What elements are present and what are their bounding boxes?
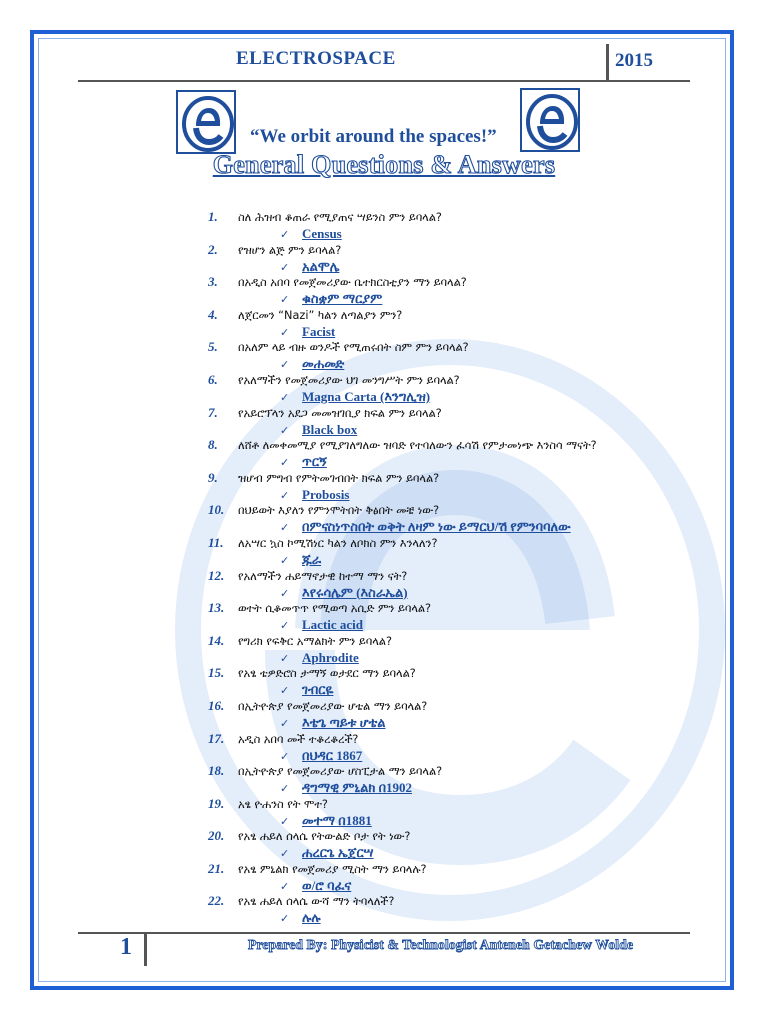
answer-row	[280, 519, 640, 534]
answer-text: ዳግማዊ ምኒልክ በ1902	[302, 780, 413, 796]
qa-item	[200, 731, 640, 764]
header-title: ELECTROSPACE	[236, 48, 396, 69]
header-year: 2015	[615, 50, 653, 71]
answer-text: በህዳር 1867	[302, 747, 363, 763]
checkmark-icon: ✓	[280, 586, 290, 600]
question-number: 3.	[208, 274, 218, 290]
question-text: በህይወት እያለን የምንሞትበት ቅፅበት መቼ ነው?	[238, 504, 440, 518]
checkmark-icon: ✓	[280, 716, 290, 730]
answer-row	[280, 715, 640, 730]
qa-item	[200, 861, 640, 894]
checkmark-icon: ✓	[280, 390, 290, 404]
answer-row	[280, 910, 640, 925]
answer-text: Facist	[302, 323, 336, 339]
question-text: ለሸቶ ለመቀመሚያ የሚያገለግለው ዝባድ የተባለውን ፈሳሽ የምታመነጭ እንስሳ ማናት?	[238, 439, 597, 453]
question-row	[200, 242, 640, 259]
answer-row	[280, 585, 640, 600]
page-title: General Questions & Answers	[212, 150, 556, 179]
question-text: በኢትዮጵያ የመጀመሪያው ሆስፒታል ማን ይባላል?	[238, 765, 443, 779]
checkmark-icon: ✓	[280, 488, 290, 502]
answer-row	[280, 617, 640, 632]
question-text: የግሪክ የፍቅር አማልክት ምን ይባላል?	[238, 634, 392, 648]
checkmark-icon: ✓	[280, 782, 290, 796]
footer-rule	[78, 932, 690, 934]
answer-text: ጁራ	[302, 551, 322, 567]
answer-row	[280, 324, 640, 339]
qa-item	[200, 568, 640, 601]
answer-text: Magna Carta (እንግሊዝ)	[302, 388, 431, 404]
checkmark-icon: ✓	[280, 879, 290, 893]
question-number: 11.	[208, 534, 224, 550]
checkmark-icon: ✓	[280, 749, 290, 763]
qa-item	[200, 209, 640, 242]
question-row	[200, 437, 640, 454]
checkmark-icon: ✓	[280, 521, 290, 535]
question-number: 22.	[208, 893, 225, 909]
question-number: 14.	[208, 632, 225, 648]
answer-text: ወ/ሮ ባፈና	[302, 877, 352, 893]
answer-row	[280, 454, 640, 469]
question-number: 9.	[208, 469, 218, 485]
question-text: የአፄ ሐይለ ሰላሴ ውሻ ማን ትባላለች?	[238, 895, 395, 909]
checkmark-icon: ✓	[280, 423, 290, 437]
question-text: ወተት ሲቆመጥጥ የሚወጣ አሲድ ምን ይባላል?	[238, 602, 432, 616]
question-number: 6.	[208, 371, 218, 387]
question-text: ስለ ሕዝብ ቆጠራ የሚያጠና ሣይንስ ምን ይባላል?	[238, 211, 442, 224]
header-divider	[606, 44, 609, 82]
answer-row	[280, 682, 640, 697]
question-row	[200, 470, 640, 487]
question-number: 13.	[208, 600, 225, 616]
qa-item	[200, 633, 640, 666]
question-text: በአለም ላይ ብዙ ወንዶች የሚጠሩበት ስም ምን ይባላል?	[238, 341, 469, 355]
question-text: ዝሆብ ምግብ የምትመገብበት ክፍል ምን ይባላል?	[238, 471, 440, 485]
qa-item	[200, 893, 640, 926]
question-number: 17.	[208, 730, 225, 746]
question-row	[200, 828, 640, 845]
question-row	[200, 633, 640, 650]
answer-row	[280, 813, 640, 828]
qa-item	[200, 470, 640, 503]
question-text: የአፄ ምኒልክ የመጀመሪያ ሚስት ማን ይባላሉ?	[238, 862, 427, 876]
checkmark-icon: ✓	[280, 847, 290, 861]
answer-text: ቁስቋም ማርያም	[302, 291, 383, 307]
answer-text: ሐረርጌ ኤጀርሣ	[302, 845, 374, 861]
answer-row	[280, 878, 640, 893]
checkmark-icon: ✓	[280, 358, 290, 372]
question-number: 5.	[208, 339, 218, 355]
checkmark-icon: ✓	[280, 814, 290, 828]
question-number: 18.	[208, 763, 225, 779]
answer-row	[280, 650, 640, 665]
footer-divider	[144, 932, 147, 966]
answer-text: ሉሉ	[302, 910, 321, 926]
question-row	[200, 893, 640, 910]
question-text: የአይሮፕላን አደጋ መመዝገቢያ ክፍል ምን ይባላል?	[238, 406, 442, 420]
qa-item	[200, 796, 640, 829]
answer-text: Black box	[302, 421, 358, 437]
question-number: 21.	[208, 860, 225, 876]
header-rule	[78, 80, 690, 82]
checkmark-icon: ✓	[280, 651, 290, 665]
answer-text: Aphrodite	[302, 649, 359, 665]
qa-item	[200, 535, 640, 568]
answer-row	[280, 356, 640, 371]
question-row	[200, 535, 640, 552]
question-number: 4.	[208, 306, 218, 322]
question-number: 12.	[208, 567, 225, 583]
question-row	[200, 600, 640, 617]
qa-item	[200, 274, 640, 307]
answer-row	[280, 748, 640, 763]
answer-text: Census	[302, 226, 342, 241]
answer-text: Probosis	[302, 486, 350, 502]
checkmark-icon: ✓	[280, 260, 290, 274]
answer-text: ጥርኝ	[302, 454, 327, 470]
qa-item	[200, 698, 640, 731]
question-text: ለአሣር ኳስ ኮሚሽነር ካልን ለቦክስ ምን እንላለን?	[238, 536, 438, 550]
question-row	[200, 502, 640, 519]
question-number: 20.	[208, 828, 225, 844]
answer-text: ገብርዬ	[302, 682, 334, 698]
question-text: የአለማችን ሐይማኖታዊ ከተማ ማን ናት?	[238, 569, 408, 583]
answer-row	[280, 389, 640, 404]
qa-item	[200, 307, 640, 340]
question-number: 7.	[208, 404, 218, 420]
answer-text: እቴጌ ጣይቱ ሆቴል	[302, 714, 386, 730]
question-number: 8.	[208, 437, 218, 453]
question-text: አፄ ዮሐንስ የት ሞተ?	[238, 797, 328, 811]
qa-item	[200, 437, 640, 470]
question-number: 16.	[208, 697, 225, 713]
prepared-by: Prepared By: Physicist & Technologist Anteneh Getachew Wolde	[248, 937, 634, 952]
qa-item	[200, 763, 640, 796]
answer-text: Lactic acid	[302, 617, 364, 633]
page-number: 1	[120, 934, 132, 960]
question-row	[200, 274, 640, 291]
qa-item	[200, 242, 640, 275]
question-text: የአለማችን የመጀመሪያው ህገ መንግሥት ምን ይባላል?	[238, 373, 460, 387]
answer-text: አልሞሌ	[302, 258, 340, 274]
question-row	[200, 307, 640, 324]
question-text: አዲስ አበባ መች ተቆረቆረች?	[238, 732, 359, 746]
checkmark-icon: ✓	[280, 619, 290, 633]
question-number: 2.	[208, 241, 218, 257]
qa-item	[200, 405, 640, 438]
answer-row	[280, 291, 640, 306]
checkmark-icon: ✓	[280, 553, 290, 567]
checkmark-icon: ✓	[280, 325, 290, 339]
question-text: የአፄ ቴዎድሮስ ታማኝ ወታደር ማን ይባላል?	[238, 667, 416, 681]
question-row	[200, 763, 640, 780]
question-row	[200, 731, 640, 748]
checkmark-icon: ✓	[280, 684, 290, 698]
question-row	[200, 861, 640, 878]
answer-row	[280, 552, 640, 567]
question-row	[200, 665, 640, 682]
answer-row	[280, 226, 640, 241]
qa-item	[200, 339, 640, 372]
question-text: የዝሆን ልጅ ምን ይባላል?	[238, 243, 342, 257]
qa-list	[200, 209, 640, 926]
answer-row	[280, 259, 640, 274]
question-row	[200, 209, 640, 226]
slogan: “We orbit around the spaces!”	[250, 126, 497, 147]
qa-item	[200, 372, 640, 405]
question-number: 1.	[208, 209, 218, 224]
answer-row	[280, 845, 640, 860]
qa-item	[200, 600, 640, 633]
question-row	[200, 405, 640, 422]
question-number: 10.	[208, 502, 225, 518]
checkmark-icon: ✓	[280, 912, 290, 926]
question-text: የአፄ ሐይለ ሰላሴ የትውልድ ቦታ የት ነው?	[238, 830, 411, 844]
qa-item	[200, 502, 640, 535]
logo-left-icon	[176, 90, 236, 154]
question-row	[200, 339, 640, 356]
checkmark-icon: ✓	[280, 228, 290, 241]
question-number: 19.	[208, 795, 225, 811]
logo-right-icon	[520, 88, 580, 152]
answer-row	[280, 780, 640, 795]
answer-text: በምናስነጥስበት ወቅት ለዛም ነው ይማርህ/ሽ የምንባባለው	[302, 519, 571, 535]
qa-item	[200, 665, 640, 698]
answer-text: መሐመድ	[302, 356, 345, 372]
checkmark-icon: ✓	[280, 293, 290, 307]
question-text: ለጀርመን “Nazi” ካልን ለጣልያን ምን?	[238, 308, 403, 322]
answer-row	[280, 487, 640, 502]
question-text: በኢትዮጵያ የመጀመሪያው ሆቴል ማን ይባላል?	[238, 699, 428, 713]
question-row	[200, 372, 640, 389]
question-row	[200, 796, 640, 813]
question-number: 15.	[208, 665, 225, 681]
checkmark-icon: ✓	[280, 456, 290, 470]
question-text: በአዲስ አበባ የመጀመሪያው ቤተክርስቲያን ማን ይባላል?	[238, 276, 467, 290]
answer-row	[280, 422, 640, 437]
answer-text: መተማ በ1881	[302, 812, 372, 828]
answer-text: እየሩሳሌም (እስራኤል)	[302, 584, 408, 600]
qa-item	[200, 828, 640, 861]
question-row	[200, 568, 640, 585]
question-row	[200, 698, 640, 715]
